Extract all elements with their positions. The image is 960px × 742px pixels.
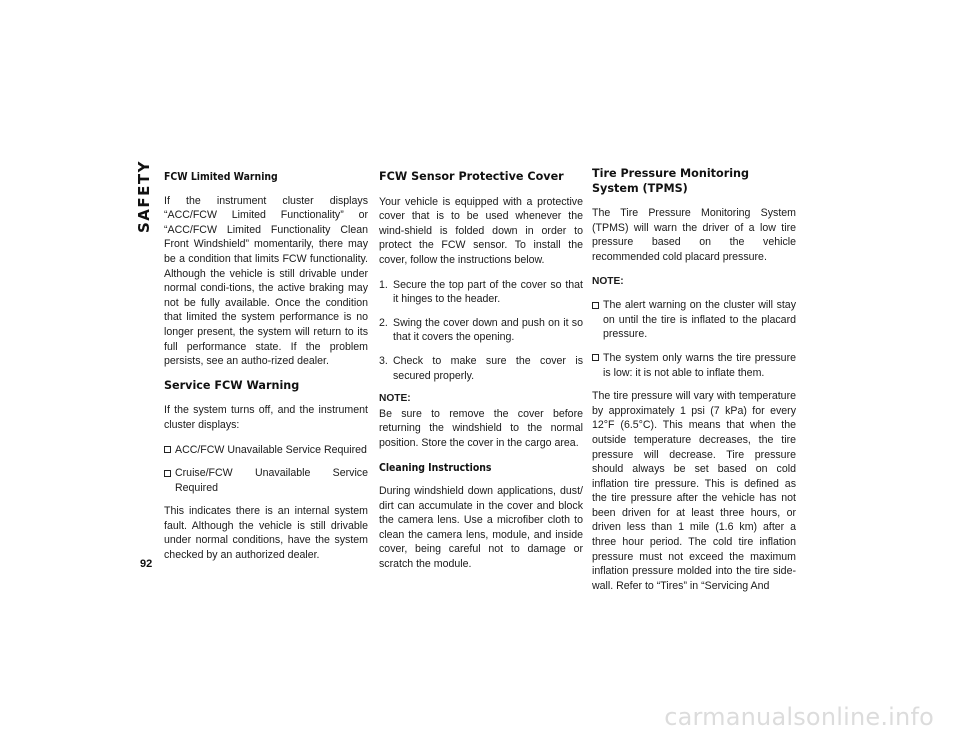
checkbox-bullet-icon [164,446,171,453]
step-number: 1. [379,278,388,291]
list-item [164,466,368,495]
section-tab [132,160,156,233]
heading-service-fcw-warning: Service FCW Warning [164,378,300,392]
paragraph: If the system turns off, and the instrument cluster displays: [164,404,368,431]
paragraph: The Tire Pressure Monitoring System (TPMS) will warn the driver of a low tire pressure based on the vehicle recommended cold placard pressure. [592,207,796,263]
paragraph: This indicates there is an internal system fault. Although the vehicle is still drivable under normal conditions, have the system checked by an authorized dealer. [164,505,368,562]
numbered-step [379,354,583,383]
paragraph: During windshield down applications, dust/ dirt can accumulate in the cover and block the camera lens. Use a microfiber cloth to clean the camera lens, module, and inside cover, being careful not to damage or scratch the module. [379,485,583,571]
list-item [164,443,368,458]
list-item [592,351,796,380]
column-middle [379,170,583,582]
list-item-text: The alert warning on the cluster will stay on until the tire is inflated to the placard pressure. [603,299,796,341]
list-item [592,298,796,342]
list-item-text: ACC/FCW Unavailable Service Required [175,443,367,456]
paragraph: The tire pressure will vary with temperature by approximately 1 psi (7 kPa) for every 12°F (6.5°C). This means that when the outside temperature decreases, the tire pressure will decrease. Tire pressure should always be set based on cold inflation tire pressure. This is defined as the tire pressure after the vehicle has not been driven for at least three hours, or driven less than 1 mile (1.6 km) after a three hour period. The cold tire inflation pressure must not exceed the maximum inflation pressure molded into the tire side-wall. Refer to “Tires” in “Servicing And [592,390,796,592]
list-item-text: Cruise/FCW Unavailable Service Required [175,467,368,494]
column-right [592,167,796,603]
heading-cleaning-instructions: Cleaning Instructions [379,461,492,474]
numbered-step [379,316,583,345]
note-label: NOTE: [592,275,624,287]
heading-fcw-sensor-protective-cover: FCW Sensor Protective Cover [379,170,564,183]
paragraph: If the instrument cluster displays “ACC/FCW Limited Functionality” or “ACC/FCW Limited Functionality Clean Front Windshield” momentarily, there may be a condition that limits FCW functionality. Although the vehicle is still drivable under normal condi-tions, the active braking may not be fully available. Once the condition that limited the system performance is no longer present, the system will return to its full performance state. If the problem persists, see an autho-rized dealer. [164,194,368,368]
heading-tpms: Tire Pressure Monitoring System (TPMS) [592,167,750,195]
step-text: Swing the cover down and push on it so that it covers the opening. [393,316,583,344]
step-number: 3. [379,354,388,367]
step-text: Check to make sure the cover is secured properly. [393,354,583,382]
page-number: 92 [140,558,153,570]
heading-fcw-limited-warning: FCW Limited Warning [164,171,278,183]
checkbox-bullet-icon [164,470,171,477]
paragraph: Your vehicle is equipped with a protective cover that is to be used whenever the wind-shield is folded down in order to protect the FCW sensor. To install the cover, follow the instructions below. [379,195,583,266]
section-tab-label: SAFETY [135,160,153,233]
column-left [164,170,368,573]
list-item-text: The system only warns the tire pressure is low: it is not able to inflate them. [603,351,796,379]
checkbox-bullet-icon [592,354,599,361]
numbered-step [379,278,583,307]
note-label: NOTE: [379,393,411,405]
checkbox-bullet-icon [592,302,599,309]
note-text: Be sure to remove the cover before returning the windshield to the normal position. Store the cover in the cargo area. [379,407,583,449]
step-number: 2. [379,316,388,329]
step-text: Secure the top part of the cover so that it hinges to the header. [393,278,583,306]
watermark: carmanualsonline.info [664,703,934,731]
